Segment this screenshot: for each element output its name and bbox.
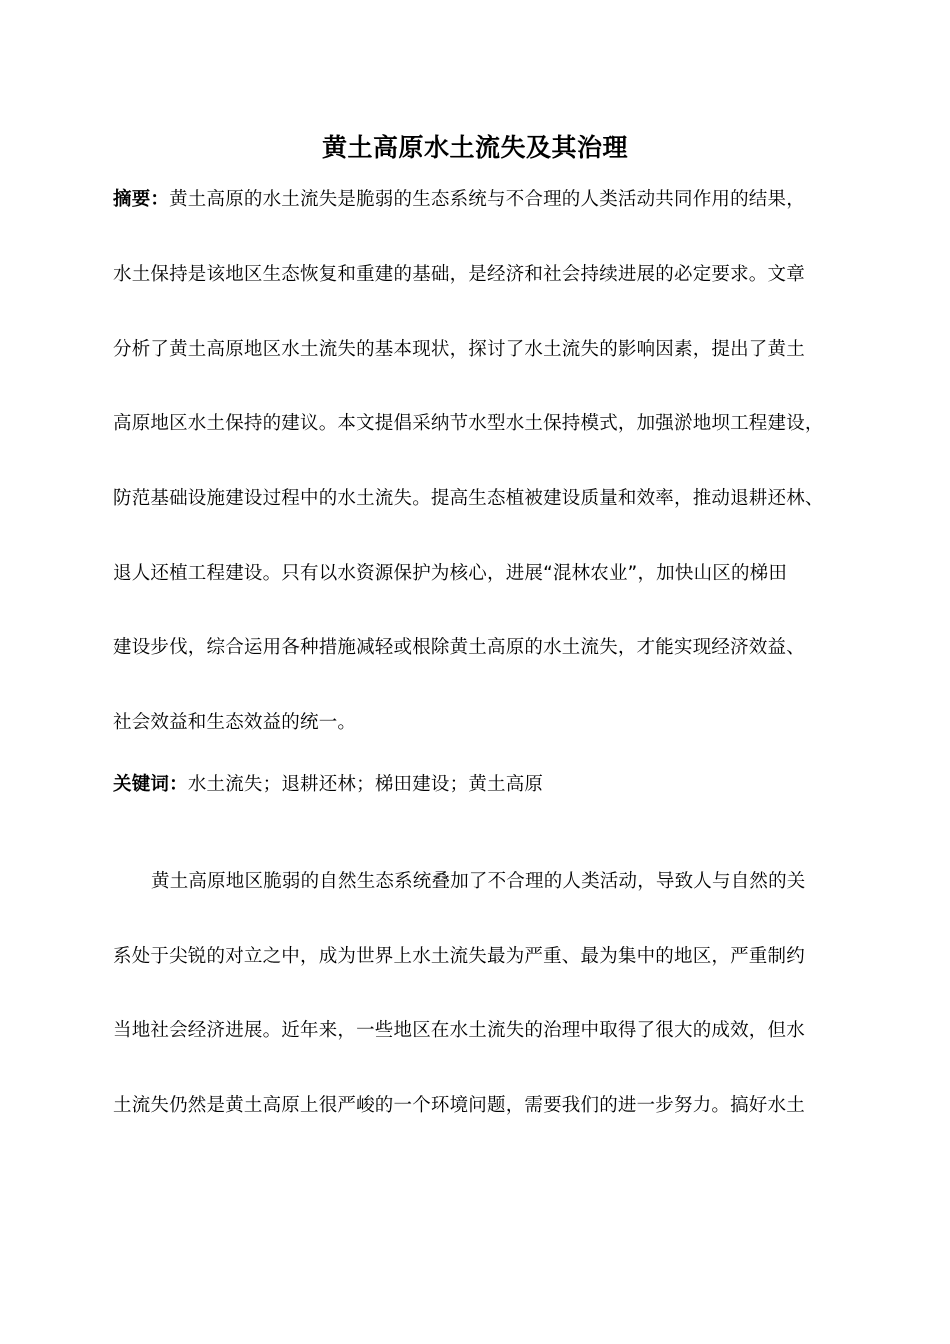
document-title: 黄土高原水土流失及其治理 [321,133,628,162]
abstract-line: 建设步伐，综合运用各种措施减轻或根除黄土高原的水土流失，才能实现经济效益、 [113,637,805,658]
abstract-label: 摘要： [113,189,170,210]
abstract-line: 防范基础设施建设过程中的水土流失。提高生态植被建设质量和效率，推动退耕还林、 [113,488,824,509]
abstract-line [113,186,841,214]
keywords-line [113,771,841,799]
keywords-label: 关键词： [113,774,188,795]
abstract-line: 分析了黄土高原地区水土流失的基本现状，探讨了水土流失的影响因素，提出了黄土 [113,339,805,360]
body-line: 土流失仍然是黄土高原上很严峻的一个环境问题，需要我们的进一步努力。搞好水土 [113,1095,805,1116]
abstract-line: 高原地区水土保持的建议。本文提倡采纳节水型水土保持模式，加强淤地坝工程建设， [113,413,824,434]
body-line: 黄土高原地区脆弱的自然生态系统叠加了不合理的人类活动，导致人与自然的关 [151,871,806,892]
abstract-text: 黄土高原的水土流失是脆弱的生态系统与不合理的人类活动共同作用的结果， [169,189,805,210]
abstract-line: 水土保持是该地区生态恢复和重建的基础，是经济和社会持续进展的必定要求。文章 [113,264,805,285]
body-line: 系处于尖锐的对立之中，成为世界上水土流失最为严重、最为集中的地区，严重制约 [113,946,805,967]
body-line: 当地社会经济进展。近年来，一些地区在水土流失的治理中取得了很大的成效，但水 [113,1020,805,1041]
abstract-line: 退人还植工程建设。只有以水资源保护为核心，进展“混林农业”，加快山区的梯田 [113,563,788,584]
keywords-text: 水土流失；退耕还林；梯田建设；黄土高原 [187,774,544,795]
abstract-line: 社会效益和生态效益的统一。 [113,712,357,733]
